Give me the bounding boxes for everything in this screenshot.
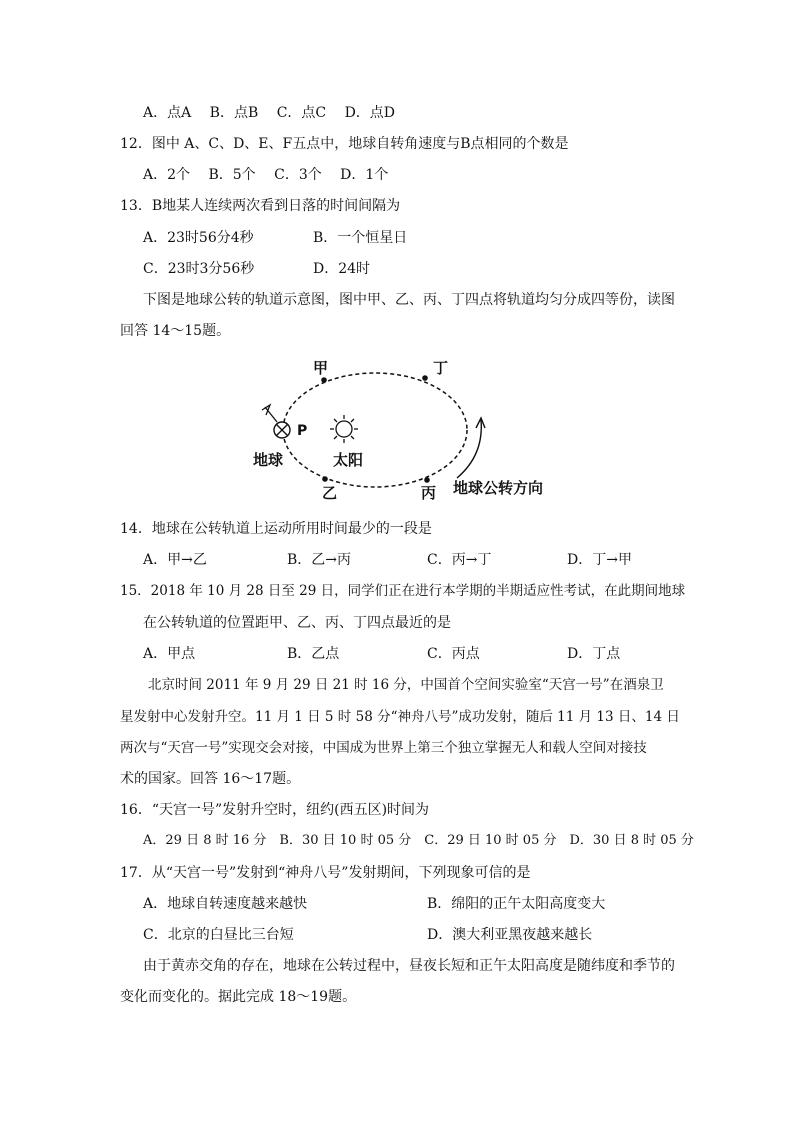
point-ding xyxy=(422,375,428,381)
q15-stem-line-2: 在公转轨道的位置距甲、乙、丙、丁四点最近的是 xyxy=(143,615,451,631)
q15-option-a: A．甲点 xyxy=(143,646,196,662)
intro-14-line-2: 回答 14～15题。 xyxy=(120,323,231,339)
q13-stem: 13．B地某人连续两次看到日落的时间间隔为 xyxy=(120,198,401,214)
label-bing: 丙 xyxy=(421,484,437,502)
q17-option-a: A．地球自转速度越来越快 xyxy=(143,896,308,912)
label-direction: 地球公转方向 xyxy=(453,479,544,497)
label-earth: 地球 xyxy=(253,451,284,469)
label-yi: 乙 xyxy=(322,484,338,502)
label-sun: 太阳 xyxy=(333,451,364,469)
direction-arrow xyxy=(457,420,481,478)
point-bing xyxy=(424,477,430,483)
q13-option-b: B．一个恒星日 xyxy=(313,230,408,246)
q15-stem-line-1: 15．2018 年 10 月 28 日至 29 日，同学们正在进行本学期的半期适应性考试，在此期间地球 xyxy=(120,583,686,599)
intro-18-line-1: 由于黄赤交角的存在，地球在公转过程中，昼夜长短和正午太阳高度是随纬度和季节的 xyxy=(143,958,675,974)
direction-arrow-head xyxy=(476,418,485,428)
intro-16-line-2: 星发射中心发射升空。11 月 1 日 5 时 58 分“神舟八号”成功发射，随后 11 月 13 日、14 日 xyxy=(120,709,680,725)
orbit-ellipse xyxy=(283,373,467,487)
label-p: P xyxy=(297,423,308,439)
q17-stem: 17．从“天宫一号”发射到“神舟八号”发射期间，下列现象可信的是 xyxy=(120,865,531,881)
q12-options: A．2个 B．5个 C．3个 D．1个 xyxy=(143,167,389,183)
q11-options: A．点A B．点B C．点C D．点D xyxy=(143,105,396,121)
q15-option-c: C．丙点 xyxy=(427,646,480,662)
point-jia xyxy=(321,377,327,383)
q13-option-c: C．23时3分56秒 xyxy=(143,261,255,277)
label-jia: 甲 xyxy=(313,359,329,377)
point-yi xyxy=(322,476,328,482)
q17-option-b: B．绵阳的正午太阳高度变大 xyxy=(427,896,606,912)
intro-16-line-4: 术的国家。回答 16～17题。 xyxy=(120,771,301,787)
q17-option-d: D．澳大利亚黑夜越来越长 xyxy=(427,927,593,943)
q16-stem: 16．“天宫一号”发射升空时，纽约(西五区)时间为 xyxy=(120,802,430,818)
q15-option-b: B．乙点 xyxy=(287,646,340,662)
intro-16-line-1: 北京时间 2011 年 9 月 29 日 21 时 16 分，中国首个空间实验室“天宫一号”在酒泉卫 xyxy=(148,677,664,693)
q16-options: A．29 日 8 时 16 分 B．30 日 10 时 05 分 C．29 日 10 时 05 分 D．30 日 8 时 05 分 xyxy=(143,833,694,848)
intro-16-line-3: 两次与“天宫一号”实现交会对接，中国成为世界上第三个独立掌握无人和载人空间对接技 xyxy=(120,740,647,756)
q15-option-d: D．丁点 xyxy=(567,646,621,662)
q14-option-a: A．甲→乙 xyxy=(143,552,207,568)
earth-orbit-diagram xyxy=(0,345,794,515)
q12-stem: 12．图中 A、C、D、E、F五点中，地球自转角速度与B点相同的个数是 xyxy=(120,136,569,152)
earth-icon xyxy=(262,405,290,438)
q17-option-c: C．北京的白昼比三台短 xyxy=(143,927,294,943)
q14-option-d: D．丁→甲 xyxy=(567,552,632,568)
intro-14-line-1: 下图是地球公转的轨道示意图，图中甲、乙、丙、丁四点将轨道均匀分成四等份，读图 xyxy=(143,292,675,308)
q14-stem: 14．地球在公转轨道上运动所用时间最少的一段是 xyxy=(120,521,432,537)
q14-option-b: B．乙→丙 xyxy=(287,552,352,568)
q14-option-c: C．丙→丁 xyxy=(427,552,492,568)
intro-18-line-2: 变化而变化的。据此完成 18～19题。 xyxy=(120,989,357,1005)
sun-icon xyxy=(330,415,358,443)
label-ding: 丁 xyxy=(433,359,449,377)
q13-option-d: D．24时 xyxy=(313,261,371,277)
q13-option-a: A．23时56分4秒 xyxy=(143,230,254,246)
